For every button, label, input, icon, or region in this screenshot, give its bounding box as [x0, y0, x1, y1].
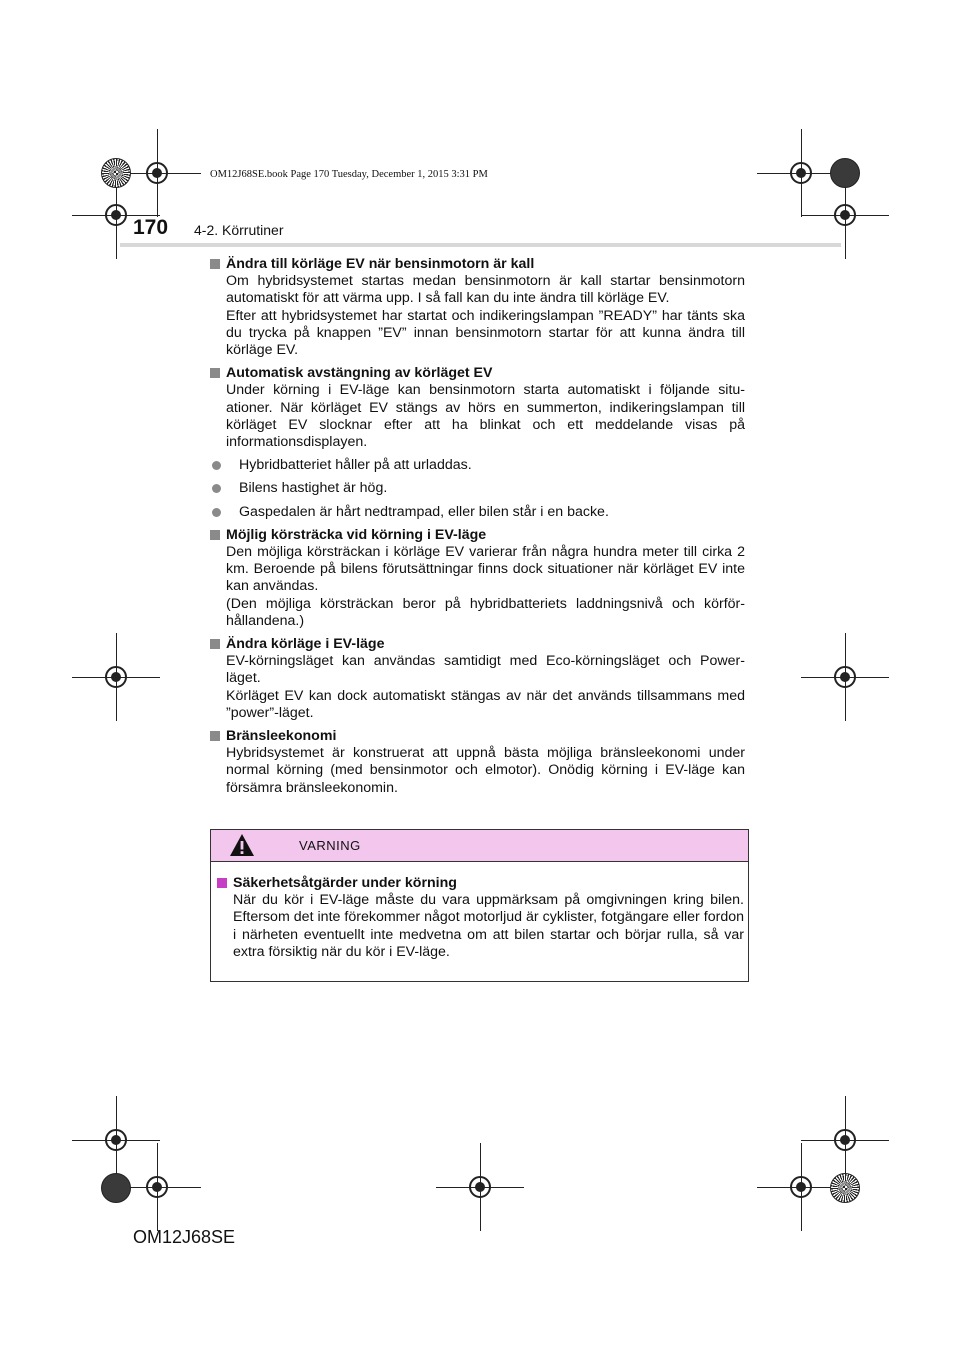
paragraph: Hybridsystemet är konstruerat att uppnå bästa möjliga bränsleekonomi under normal körning (med bensinmotor och elmotor). Onödig körning i EV-läge kan försämra bränsleekonomin. [226, 745, 745, 796]
warning-box [210, 829, 749, 982]
warning-label: VARNING [299, 838, 361, 853]
paragraph: Om hybridsystemet startas medan bensinmotorn är kall startar bensinmotorn automatiskt för att värma upp. I så fall kan du inte ändra till körläge EV. [226, 273, 745, 307]
main-content [210, 256, 745, 797]
section-heading: Möjlig körsträcka vid körning i EV-läge [210, 527, 745, 544]
warning-header [211, 830, 748, 862]
list-item-text: Gaspedalen är hårt nedtrampad, eller bilen står i en backe. [239, 503, 609, 520]
section-title: 4-2. Körrutiner [194, 222, 284, 238]
starburst-mark-icon [101, 158, 131, 188]
paragraph: Körläget EV kan dock automatiskt stängas av när det används tillsammans med ”power”-läget. [226, 687, 745, 721]
page-number: 170 [133, 216, 169, 239]
paragraph: EV-körningsläget kan användas samtidigt med Eco-körningsläget och Power-läget. [226, 653, 745, 687]
footer-code: OM12J68SE [133, 1227, 236, 1247]
starburst-mark-icon [830, 1173, 860, 1203]
section-heading: Ändra till körläge EV när bensinmotorn är kall [210, 256, 745, 273]
paragraph: Under körning i EV-läge kan bensinmotorn starta automatiskt i följande situ-ationer. När körläget EV stängs av hörs en summerton, indikeringslampan till körläget EV slocknar efter att ha blinkat och ett meddelande visas på informationsdisplayen. [226, 382, 745, 451]
paragraph: Efter att hybridsystemet har startat och indikeringslampan ”READY” har tänts ska du trycka på knappen ”EV” innan bensinmotorn startar för att kunna ändra till körläge EV. [226, 307, 745, 359]
section-heading: Ändra körläge i EV-läge [210, 636, 745, 653]
paragraph: (Den möjliga körsträckan beror på hybridbatteriets laddningsnivå och körför-hållandena.) [226, 595, 745, 629]
paragraph: Den möjliga körsträckan i körläge EV varierar från några hundra meter till cirka 2 km. Beroende på bilens förutsättningar finns dock situationer när körläget EV inte kan användas. [226, 544, 745, 595]
section-heading: Automatisk avstängning av körläget EV [210, 365, 745, 382]
print-info-line: OM12J68SE.book Page 170 Tuesday, December 1, 2015 3:31 PM [210, 169, 488, 180]
starburst-mark-icon [101, 1173, 131, 1203]
section-heading: Bränsleekonomi [210, 728, 745, 745]
list-item [210, 457, 745, 474]
header-rule [120, 243, 841, 247]
warning-triangle-icon [229, 833, 255, 857]
warning-body [217, 875, 744, 961]
warning-text: När du kör i EV-läge måste du vara uppmärksam på omgivningen kring bilen. Eftersom det inte förekommer något motorljud är cyklister, fotgängare eller fordon i närheten eventuellt inte medvetna om att bilen startar och börjar rulla, så var extra försiktig när du kör i EV-läge. [233, 892, 744, 960]
list-item-text: Hybridbatteriet håller på att urladdas. [239, 457, 472, 474]
list-item [210, 480, 745, 497]
list-item-text: Bilens hastighet är hög. [239, 480, 388, 497]
list-item [210, 504, 745, 521]
warning-heading: Säkerhetsåtgärder under körning [217, 875, 744, 892]
starburst-mark-icon [830, 158, 860, 188]
